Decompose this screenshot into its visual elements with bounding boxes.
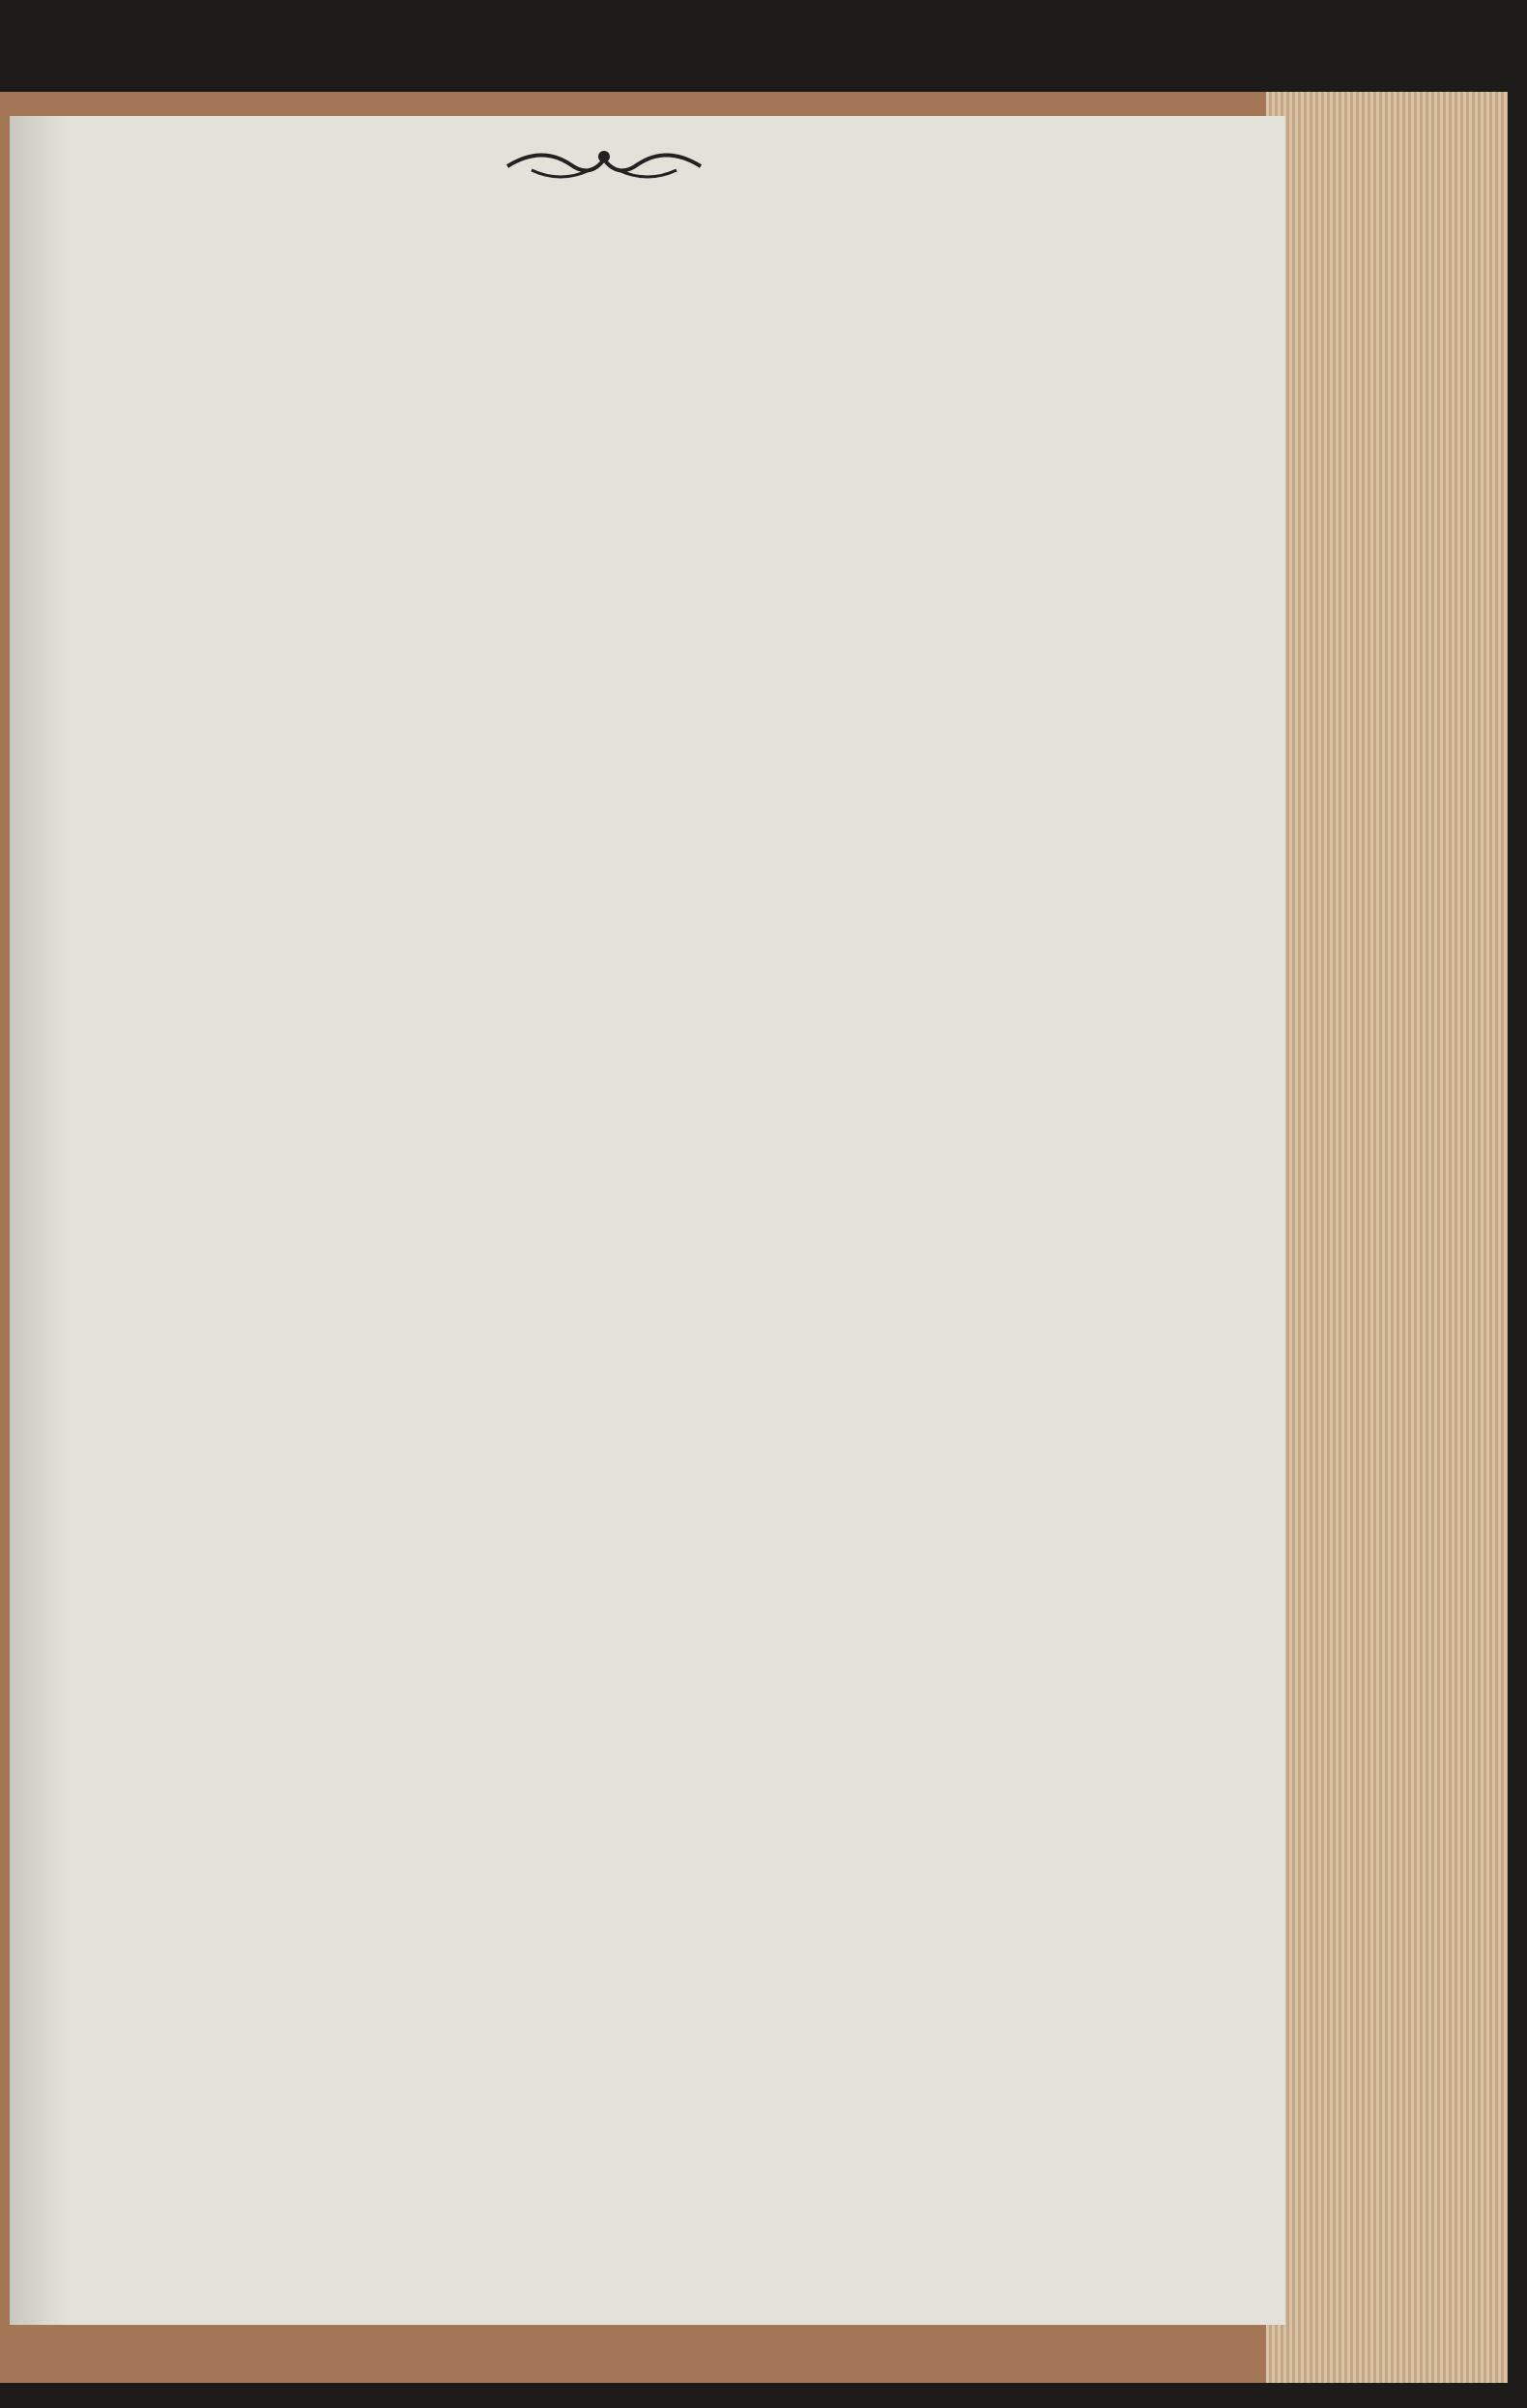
book [0,92,1508,2383]
page-edges [1266,92,1508,2383]
page-gutter [10,116,68,2325]
page [10,116,1285,2325]
ornament-icon [503,135,706,193]
